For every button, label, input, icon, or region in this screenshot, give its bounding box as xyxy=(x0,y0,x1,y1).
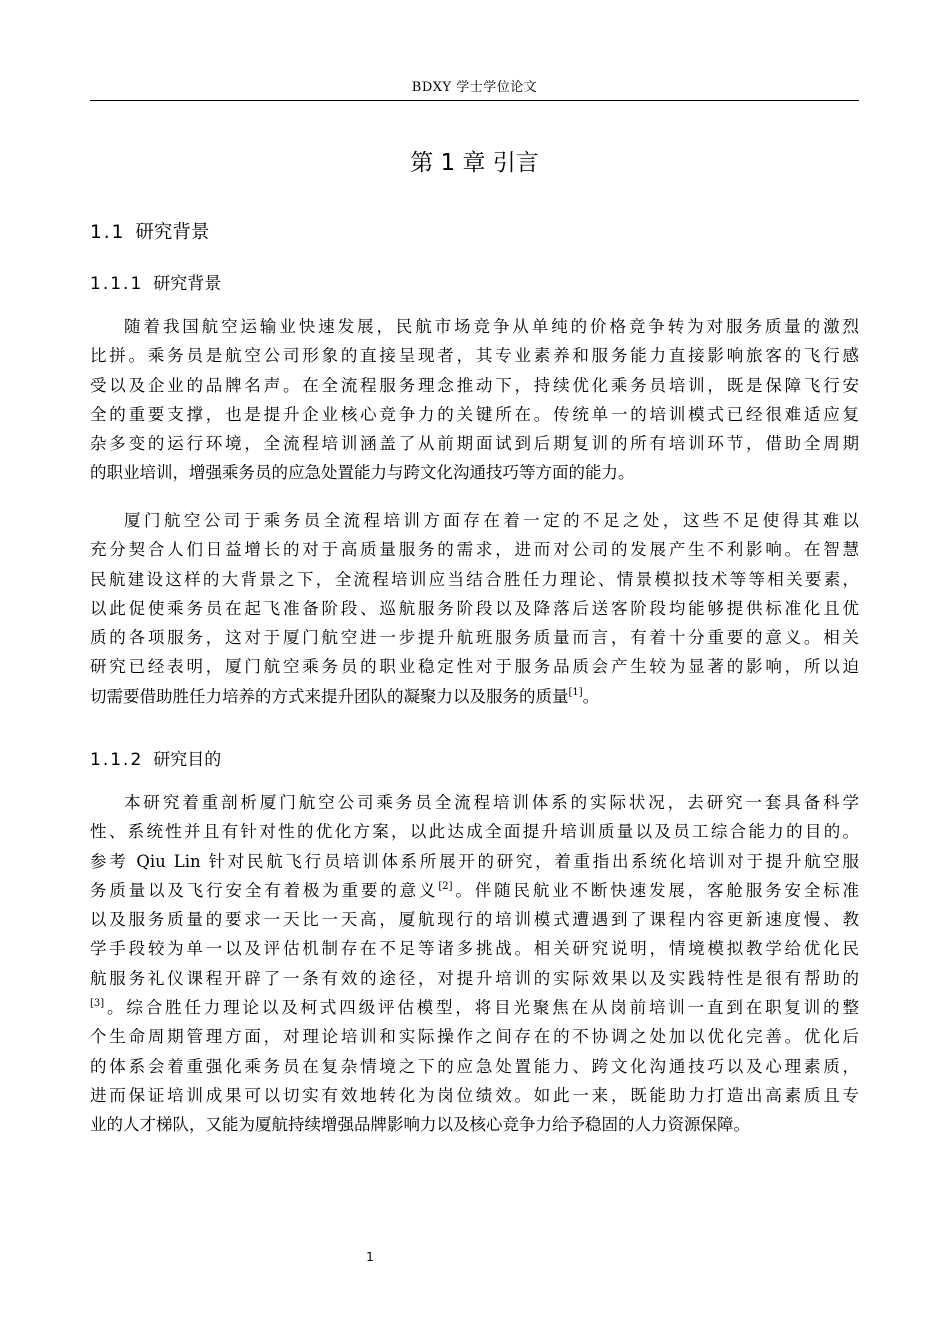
subsection-heading-1-1-2 xyxy=(90,746,221,774)
text-line: 质的各项服务，这对于厦门航空进一步提升航班服务质量而言，有着十分重要的意义。相关 xyxy=(90,628,859,648)
text-line: 的职业培训，增强乘务员的应急处置能力与跨文化沟通技巧等方面的能力。 xyxy=(90,463,635,483)
citation-marker: [2] xyxy=(438,880,453,892)
paragraph-background-1 xyxy=(90,312,859,488)
text-line: 以此促使乘务员在起飞准备阶段、巡航服务阶段以及降落后送客阶段均能够提供标准化且优 xyxy=(90,598,859,618)
text-line: 杂多变的运行环境，全流程培训涵盖了从前期面试到后期复训的所有培训环节，借助全周期 xyxy=(90,434,859,454)
text-run: 。伴随民航业不断快速发展，客舱服务安全标准 xyxy=(452,880,860,900)
text-line: 参考 Qiu Lin 针对民航飞行员培训体系所展开的研究，着重指出系统化培训对于提升航空服 xyxy=(90,851,859,871)
text-line: 研究已经表明，厦门航空乘务员的职业稳定性对于服务品质会产生较为显著的影响，所以迫 xyxy=(90,657,859,677)
page-number: 1 xyxy=(366,1250,374,1264)
text-line xyxy=(90,993,859,1022)
subsection-number: 1.1.1 xyxy=(90,274,144,294)
subsection-heading-1-1-1 xyxy=(90,270,221,298)
header-rule xyxy=(90,100,859,101)
running-header: BDXY 学士学位论文 xyxy=(411,80,538,95)
text-line: 性、系统性并且有针对性的优化方案，以此达成全面提升培训质量以及员工综合能力的目的。 xyxy=(90,822,859,842)
text-line: 的体系会着重强化乘务员在复杂情境之下的应急处置能力、跨文化沟通技巧以及心理素质， xyxy=(90,1056,859,1076)
text-line: 业的人才梯队，又能为厦航持续增强品牌影响力以及核心竞争力给予稳固的人力资源保障。 xyxy=(90,1115,750,1135)
section-title: 研究背景 xyxy=(135,222,210,243)
subsection-number: 1.1.2 xyxy=(90,750,144,770)
text-line: 个生命周期管理方面，对理论培训和实际操作之间存在的不协调之处加以优化完善。优化后 xyxy=(90,1027,859,1047)
text-line: 全的重要支撑，也是提升企业核心竞争力的关键所在。传统单一的培训模式已经很难适应复 xyxy=(90,404,859,424)
section-heading-1-1 xyxy=(90,219,209,247)
text-line: 比拼。乘务员是航空公司形象的直接呈现者，其专业素养和服务能力直接影响旅客的飞行感 xyxy=(90,346,859,366)
paragraph-purpose xyxy=(90,788,859,1140)
subsection-title: 研究目的 xyxy=(153,750,222,770)
text-line: 随着我国航空运输业快速发展，民航市场竞争从单纯的价格竞争转为对服务质量的激烈 xyxy=(124,317,859,336)
subsection-title: 研究背景 xyxy=(153,274,222,294)
text-line: 以及服务质量的要求一天比一天高，厦航现行的培训模式遭遇到了课程内容更新速度慢、教 xyxy=(90,910,859,930)
text-line: 进而保证培训成果可以切实有效地转化为岗位绩效。如此一来，既能助力打造出高素质且专 xyxy=(90,1085,859,1105)
text-run: 。综合胜任力理论以及柯式四级评估模型，将目光聚焦在从岗前培训一直到在职复训的整 xyxy=(104,998,859,1018)
text-line: 民航建设这样的大背景之下，全流程培训应当结合胜任力理论、情景模拟技术等等相关要素， xyxy=(90,569,859,589)
text-line: 航服务礼仪课程开辟了一条有效的途径，对提升培训的实际效果以及实践特性是很有帮助的 xyxy=(90,968,859,988)
text-run: 务质量以及飞行安全有着极为重要的意义 xyxy=(90,880,439,900)
text-line xyxy=(90,682,859,711)
text-line: 学手段较为单一以及评估机制存在不足等诸多挑战。相关研究说明，情境模拟教学给优化民 xyxy=(90,939,859,959)
text-line xyxy=(90,876,859,905)
citation-marker: [1] xyxy=(568,686,583,698)
text-run: 切需要借助胜任力培养的方式来提升团队的凝聚力以及服务的质量 xyxy=(90,686,569,706)
text-line: 本研究着重剖析厦门航空公司乘务员全流程培训体系的实际状况，去研究一套具备科学 xyxy=(124,793,859,812)
text-line: 充分契合人们日益增长的对于高质量服务的需求，进而对公司的发展产生不利影响。在智慧 xyxy=(90,540,859,560)
section-number: 1.1 xyxy=(90,222,126,243)
citation-marker: [3] xyxy=(90,998,105,1010)
text-line: 受以及企业的品牌名声。在全流程服务理念推动下，持续优化乘务员培训，既是保障飞行安 xyxy=(90,375,859,395)
text-line: 厦门航空公司于乘务员全流程培训方面存在着一定的不足之处，这些不足使得其难以 xyxy=(124,511,859,530)
paragraph-background-2 xyxy=(90,506,859,711)
chapter-title: 第 1 章 引言 xyxy=(410,150,539,176)
text-run: 。 xyxy=(582,686,600,706)
